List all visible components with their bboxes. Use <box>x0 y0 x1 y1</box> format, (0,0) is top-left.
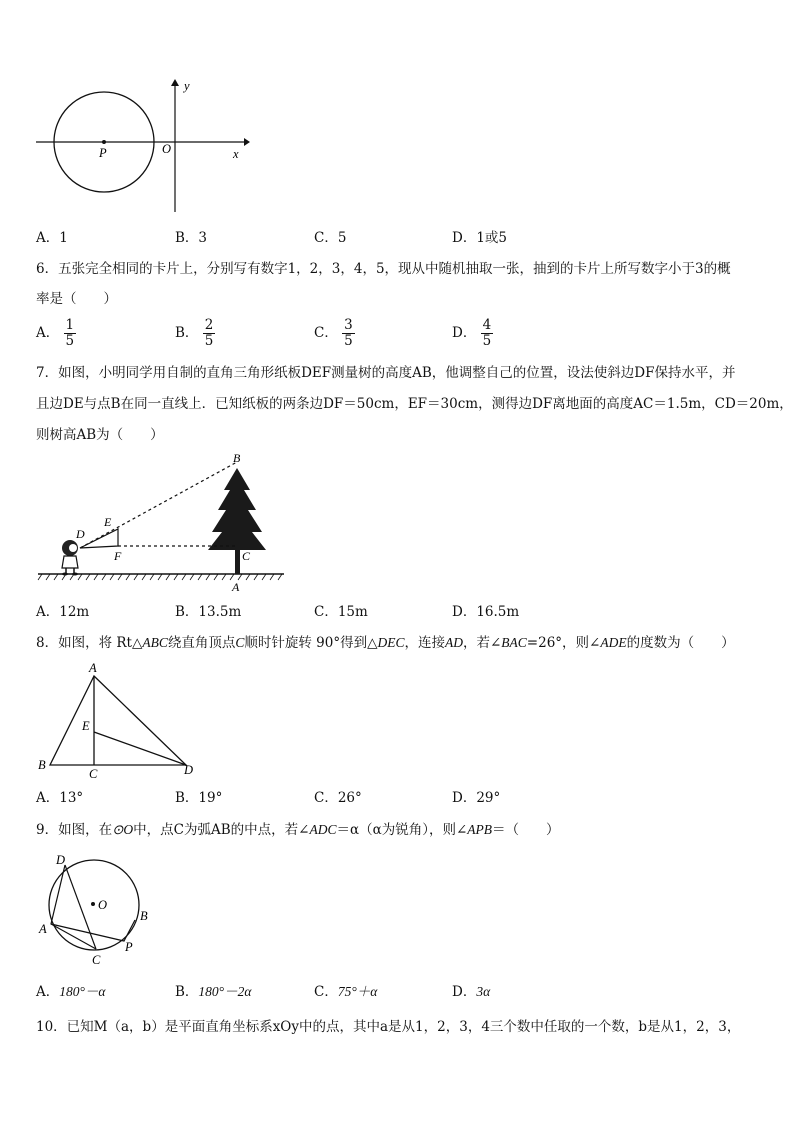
q6-stem-line1: 6．五张完全相同的卡片上，分别写有数字1，2，3，4，5，现从中随机抽取一张，抽到的卡片上所写数字小于3的概 <box>36 261 731 277</box>
label-a: A <box>232 580 240 594</box>
label-o: O <box>162 142 172 156</box>
triangle-abd <box>50 676 186 765</box>
q7-option-c[interactable]: C．15m <box>314 604 368 620</box>
q8-option-c[interactable]: C．26° <box>314 790 362 806</box>
sight-line-db <box>80 462 237 548</box>
label-d: D <box>76 527 85 541</box>
q5-circle-figure <box>36 76 251 216</box>
label-d: D <box>56 853 66 867</box>
q6-option-c[interactable]: C． $\frac{3}{5}$ <box>314 317 353 349</box>
segment-dc <box>65 865 96 949</box>
q7-stem-line1: 7．如图，小明同学用自制的直角三角形纸板DEF测量树的高度AB，他调整自己的位置，设法使斜边DF保持水平，并 <box>36 365 736 381</box>
label-b: B <box>140 909 148 923</box>
y-axis-arrow-icon <box>171 79 179 86</box>
label-y: y <box>184 79 190 93</box>
label-p: P <box>125 940 133 954</box>
q7-stem-line2: 且边DE与点B在同一直线上．已知纸板的两条边DF＝50cm，EF＝30cm，测得边DF离地面的高度AC＝1.5m，CD＝20m， <box>36 396 793 412</box>
label-o: O <box>98 898 108 912</box>
q9-option-a[interactable]: A．180°－α <box>36 984 106 1000</box>
q7-stem-line3: 则树高AB为（ ） <box>36 427 164 443</box>
point-p <box>102 140 106 144</box>
segment-ed <box>94 732 186 765</box>
label-x: x <box>233 147 239 161</box>
q5-option-d[interactable]: D．1或5 <box>452 230 508 246</box>
label-b: B <box>38 758 46 772</box>
label-c: C <box>89 767 98 781</box>
label-a: A <box>89 661 97 675</box>
fraction: $\frac{3}{5}$ <box>344 317 353 349</box>
q8-option-b[interactable]: B．19° <box>175 790 223 806</box>
q7-option-d[interactable]: D．16.5m <box>452 604 520 620</box>
label-e: E <box>82 719 90 733</box>
q6-option-a[interactable]: A． $\frac{1}{5}$ <box>36 317 75 349</box>
q10-stem-line1: 10．已知M（a，b）是平面直角坐标系xOy中的点，其中a是从1，2，3，4三个数中任取的一个数，b是从1，2，3， <box>36 1019 741 1035</box>
person-icon <box>62 540 78 576</box>
q8-option-a[interactable]: A．13° <box>36 790 84 806</box>
label-c: C <box>242 549 251 563</box>
triangle-def <box>80 529 118 548</box>
q8-triangle-figure <box>36 660 206 782</box>
q6-option-d[interactable]: D． $\frac{4}{5}$ <box>452 317 492 349</box>
label-f: F <box>114 549 122 563</box>
q5-option-a[interactable]: A．1 <box>36 230 68 246</box>
q9-circle-figure <box>36 848 166 968</box>
q8-stem: 8．如图，将 Rt△ABC绕直角顶点C顺时针旋转 90°得到△DEC，连接AD，若∠BAC=26°，则∠ADE的度数为（ ） <box>36 635 735 651</box>
x-axis-arrow-icon <box>244 138 250 146</box>
label-c: C <box>92 953 101 967</box>
q8-option-d[interactable]: D．29° <box>452 790 501 806</box>
label-e: E <box>104 515 112 529</box>
label-b: B <box>233 451 241 465</box>
q6-option-b[interactable]: B． $\frac{2}{5}$ <box>175 317 214 349</box>
q9-option-b[interactable]: B．180°－2α <box>175 984 252 1000</box>
fraction: $\frac{1}{5}$ <box>65 317 75 349</box>
tree-icon <box>208 468 266 574</box>
center-o <box>91 902 95 906</box>
q5-option-c[interactable]: C．5 <box>314 230 347 246</box>
q7-option-a[interactable]: A．12m <box>36 604 90 620</box>
q9-option-c[interactable]: C．75°＋α <box>314 984 378 1000</box>
q9-option-d[interactable]: D．3α <box>452 984 491 1000</box>
label-d: D <box>184 763 194 777</box>
label-a: A <box>39 922 47 936</box>
q9-stem: 9．如图，在⊙O中，点C为弧AB的中点，若∠ADC＝α（α为锐角），则∠APB＝（ ） <box>36 822 560 838</box>
q6-stem-line2: 率是（ ） <box>36 291 117 307</box>
fraction: $\frac{2}{5}$ <box>204 317 214 349</box>
label-p: P <box>99 146 107 160</box>
q5-option-b[interactable]: B．3 <box>175 230 208 246</box>
q7-tree-figure <box>36 450 286 595</box>
fraction: $\frac{4}{5}$ <box>482 317 492 349</box>
q7-option-b[interactable]: B．13.5m <box>175 604 242 620</box>
